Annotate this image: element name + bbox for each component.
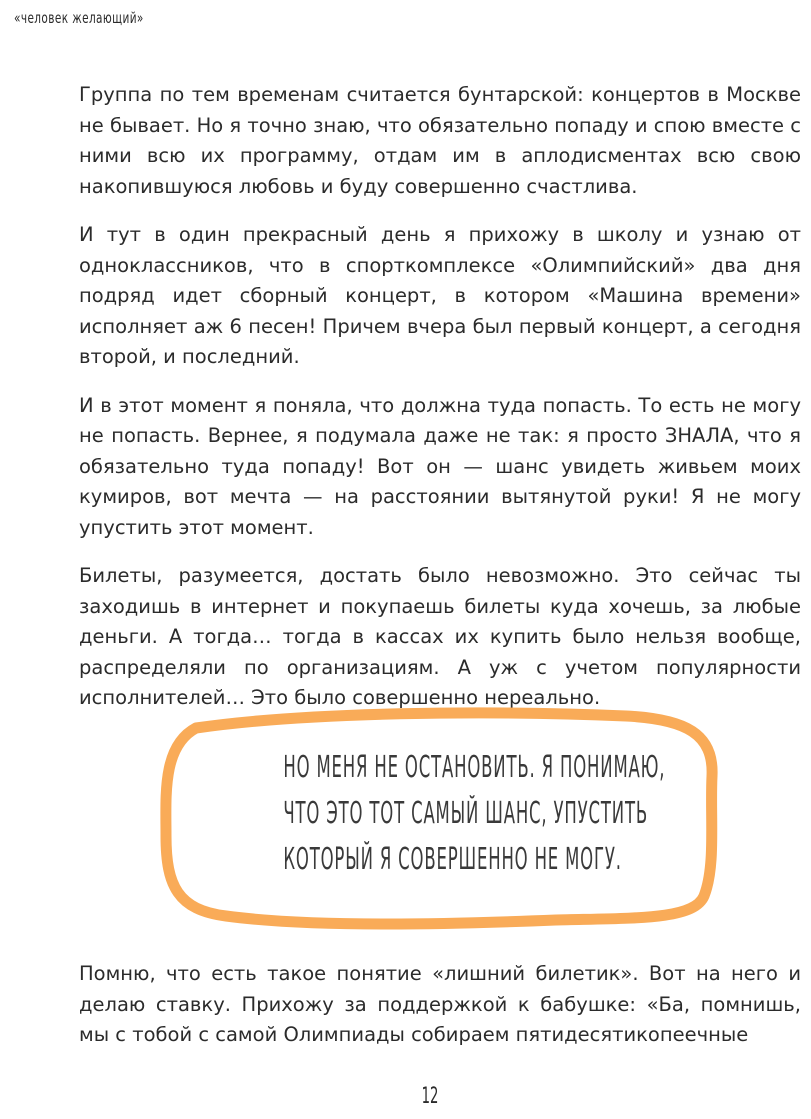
paragraph: И в этот момент я поняла, что должна туда попасть. То есть не могу не попасть. Вернее, я подумала даже не так: я просто ЗНАЛА, что я обязательно туда попаду! Вот он — шанс увидеть живьем моих кумиров, вот мечта — на расстоянии вытянутой руки! Я не могу упустить этот момент. [79,393,801,539]
paragraph: И тут в один прекрасный день я прихожу в школу и узнаю от одноклассников, что в спорткомплексе «Олимпийский» два дня подряд идет сборный концерт, в котором «Машина времени» исполняет аж 6 песен! Причем вчера был первый концерт, а сегодня второй, и последний. [79,223,801,368]
body-text-bottom [79,959,801,1069]
body-text-top [79,80,801,732]
callout-line: КОТОРЫЙ Я СОВЕРШЕННО НЕ МОГУ. [283,842,622,877]
callout-line: НО МЕНЯ НЕ ОСТАНОВИТЬ. Я ПОНИМАЮ, [283,750,666,785]
paragraph: Помню, что есть такое понятие «лишний билетик». Вот на него и делаю ставку. Прихожу за поддержкой к бабушке: «Ба, помнишь, мы с тобой с самой Олимпиады собираем пятидесятикопеечные [79,962,801,1046]
callout-line: ЧТО ЭТО ТОТ САМЫЙ ШАНС, УПУСТИТЬ [283,796,648,831]
paragraph: Группа по тем временам считается бунтарской: концертов в Москве не бывает. Но я точно знаю, что обязательно попаду и спою вместе с ними всю их программу, отдам им в аплодисментах всю свою накопившуюся любовь и буду совершенно счастлива. [79,83,801,198]
page-number: 12 [421,1084,439,1109]
running-title: «человек желающий» [14,9,144,27]
paragraph: Билеты, разумеется, достать было невозможно. Это сейчас ты заходишь в интернет и покупаешь билеты куда хочешь, за любые деньги. А тогда… тогда в кассах их купить было нельзя вообще, распределяли по организациям. А уж с учетом популярности исполнителей… Это было совершенно нереально. [79,564,801,709]
callout-quote [156,706,722,932]
